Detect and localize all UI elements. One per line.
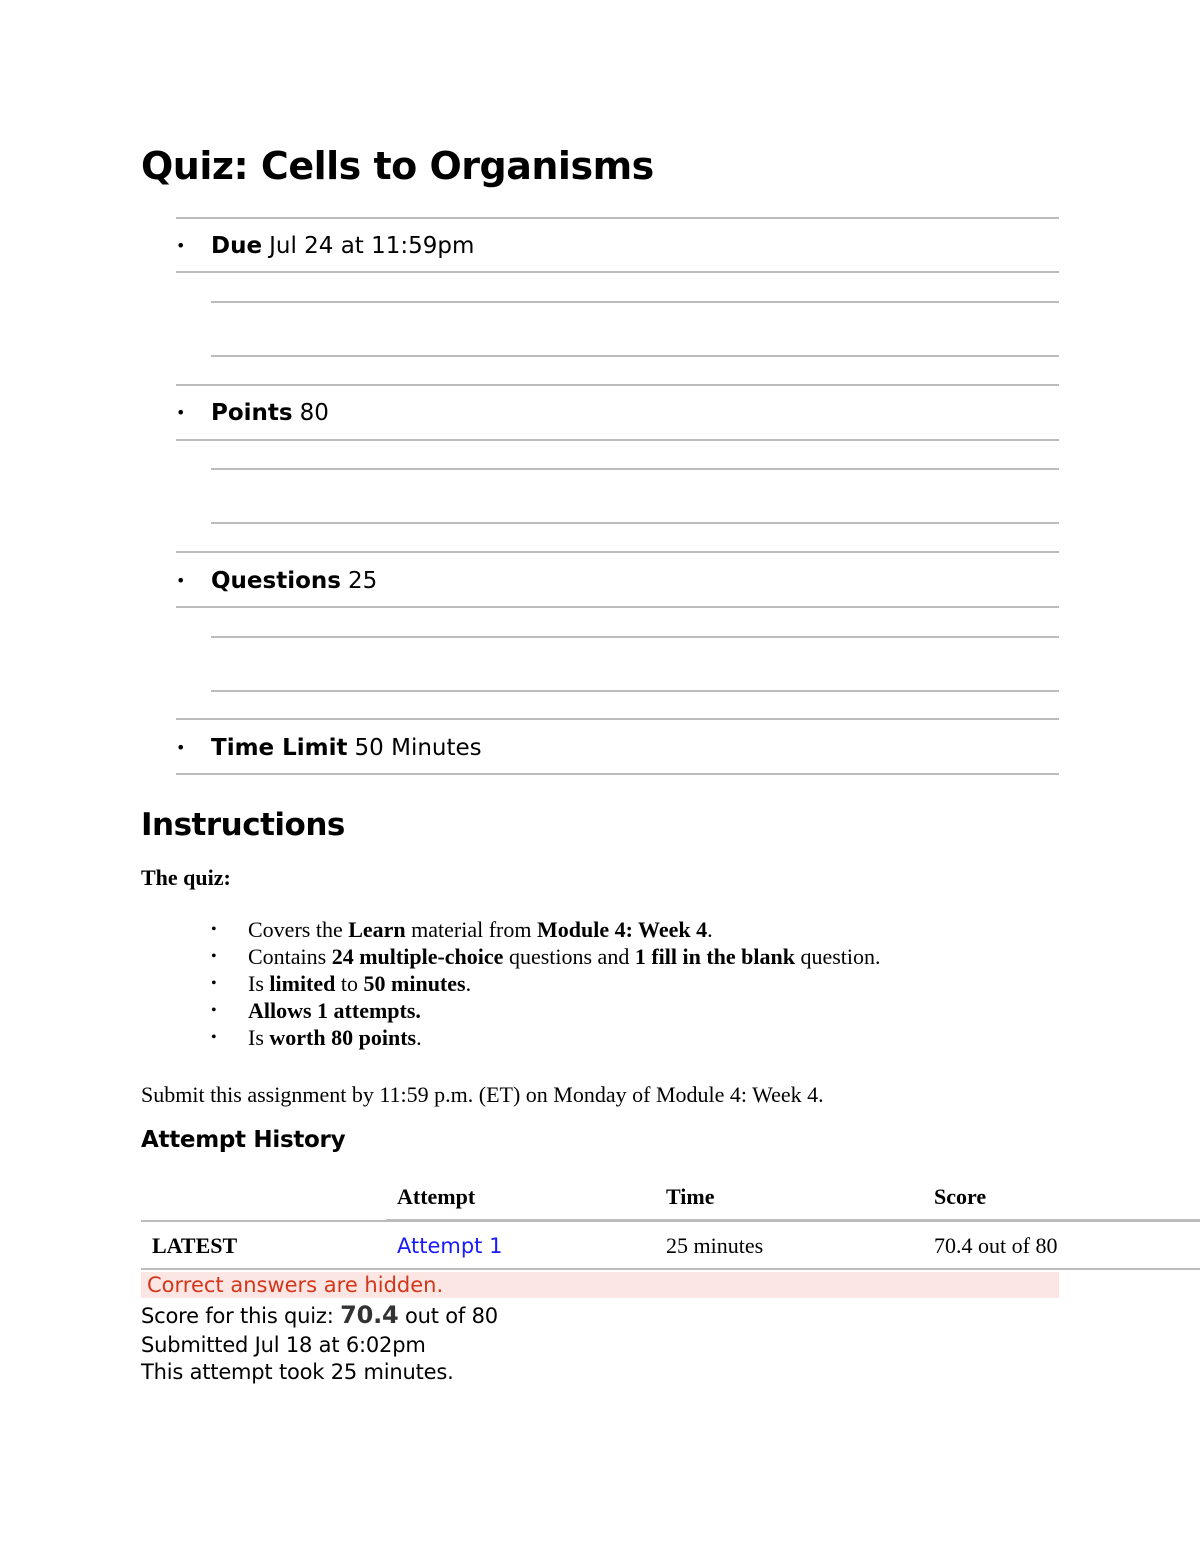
submit-note: Submit this assignment by 11:59 p.m. (ET) on Monday of Module 4: Week 4. (141, 1082, 824, 1107)
bullet-icon: • (211, 948, 217, 965)
submitted-timestamp: Submitted Jul 18 at 6:02pm (141, 1333, 426, 1357)
divider (211, 468, 1059, 470)
bullet-icon: • (211, 975, 217, 992)
divider (211, 355, 1059, 357)
text-run-bold: Allows 1 attempts. (248, 998, 421, 1023)
divider (176, 773, 1059, 775)
attempt-time: 25 minutes (666, 1233, 764, 1258)
meta-label: Due (211, 233, 263, 259)
divider (211, 301, 1059, 303)
meta-item-time-limit (176, 723, 1059, 773)
divider (176, 551, 1059, 553)
text-run: Is (248, 971, 270, 996)
text-run-bold: worth 80 points (269, 1025, 417, 1050)
list-item-text (248, 916, 713, 943)
score-prefix: Score for this quiz: (141, 1304, 341, 1328)
score-summary (141, 1301, 498, 1330)
text-run: material from (405, 917, 537, 942)
text-run: Is (248, 1025, 270, 1050)
attempt-score: 70.4 out of 80 (934, 1233, 1058, 1258)
list-item-text (248, 997, 421, 1024)
divider (211, 636, 1059, 638)
bullet-icon: • (211, 921, 217, 938)
text-run-bold: Learn (348, 917, 406, 942)
list-item (211, 1024, 881, 1051)
text-run: Contains (248, 944, 332, 969)
meta-item-due (176, 221, 1059, 271)
divider (176, 606, 1059, 608)
text-run-bold: limited (269, 971, 336, 996)
text-run: . (707, 917, 713, 942)
list-item-text (248, 1024, 422, 1051)
bullet-icon: • (176, 236, 186, 255)
meta-label: Time Limit (211, 735, 348, 761)
text-run: question. (794, 944, 881, 969)
divider (176, 718, 1059, 720)
table-header-divider (386, 1219, 1200, 1222)
list-item (211, 943, 881, 970)
text-run: questions and (503, 944, 635, 969)
text-run-bold: Module 4: Week 4 (537, 917, 708, 942)
attempt-history-heading: Attempt History (141, 1127, 346, 1153)
table-row-divider (141, 1268, 1200, 1270)
table-header-divider (141, 1220, 386, 1222)
meta-value: Jul 24 at 11:59pm (269, 233, 475, 259)
text-run: to (335, 971, 364, 996)
divider (176, 439, 1059, 441)
attempt-duration: This attempt took 25 minutes. (141, 1360, 454, 1384)
list-item (211, 970, 881, 997)
bullet-icon: • (176, 571, 186, 590)
divider (211, 690, 1059, 692)
instructions-list (211, 916, 881, 1051)
answers-hidden-banner: Correct answers are hidden. (141, 1272, 1059, 1298)
bullet-icon: • (211, 1002, 217, 1019)
list-item-text (248, 943, 881, 970)
column-header-score: Score (934, 1184, 987, 1209)
score-suffix: out of 80 (398, 1304, 498, 1328)
meta-value: 80 (299, 400, 329, 426)
meta-label: Points (211, 400, 293, 426)
text-run: . (416, 1025, 422, 1050)
attempt-1-link[interactable]: Attempt 1 (397, 1234, 503, 1258)
text-run-bold: 50 minutes (363, 971, 466, 996)
meta-value: 25 (347, 568, 378, 594)
column-header-time: Time (666, 1184, 715, 1209)
meta-item-questions (176, 556, 1059, 606)
divider (176, 384, 1059, 386)
text-run: . (465, 971, 472, 996)
instructions-intro: The quiz: (141, 865, 231, 890)
divider (211, 522, 1059, 524)
bullet-icon: • (211, 1029, 217, 1046)
list-item-text (248, 970, 471, 997)
bullet-icon: • (176, 738, 186, 757)
text-run-bold: 1 fill in the blank (634, 944, 795, 969)
list-item (211, 916, 881, 943)
instructions-heading: Instructions (141, 807, 345, 843)
latest-tag: LATEST (152, 1233, 238, 1258)
meta-label: Questions (211, 568, 341, 594)
list-item (211, 997, 881, 1024)
column-header-attempt: Attempt (397, 1184, 476, 1209)
score-value: 70.4 (340, 1301, 399, 1329)
bullet-icon: • (176, 403, 186, 422)
meta-item-points (176, 388, 1059, 438)
text-run-bold: 24 multiple-choice (331, 944, 504, 969)
text-run: Covers the (248, 917, 349, 942)
divider (176, 217, 1059, 219)
meta-value: 50 Minutes (354, 735, 482, 761)
divider (176, 271, 1059, 273)
page-title: Quiz: Cells to Organisms (141, 144, 654, 188)
